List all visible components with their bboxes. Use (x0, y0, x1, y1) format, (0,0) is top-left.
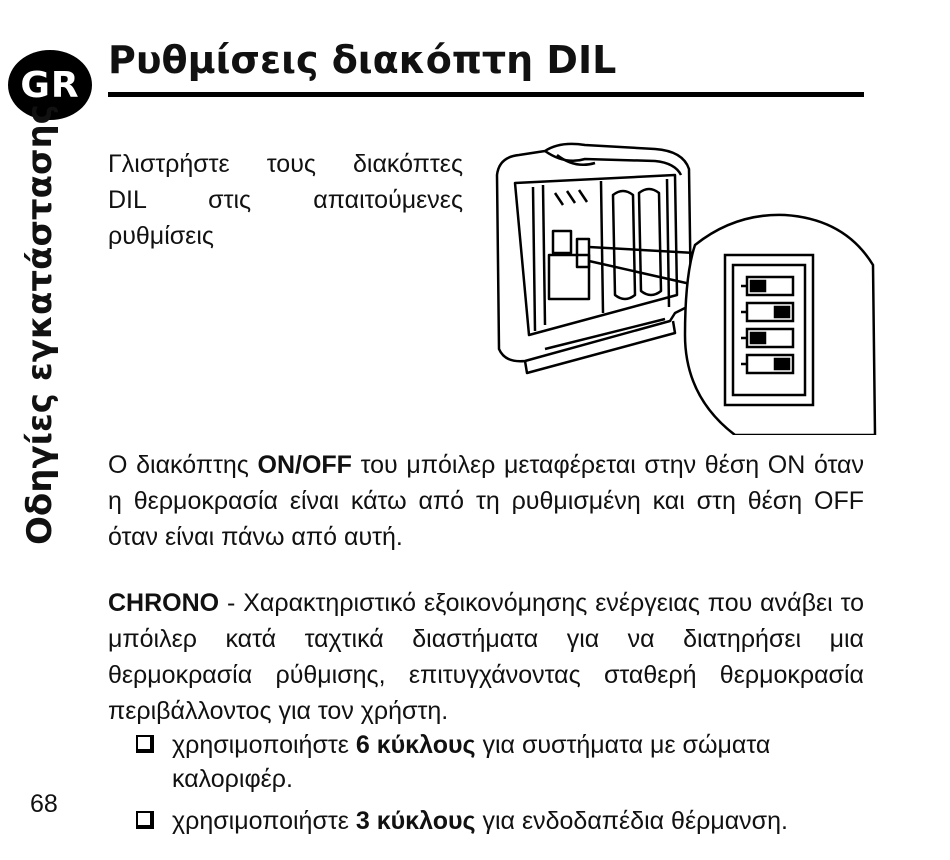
chrono-paragraph (108, 585, 864, 729)
list-item (136, 804, 876, 838)
bullet-text-end: για συστήματα με σώματα καλοριφέρ. (172, 731, 771, 793)
checkbox-bullet-icon (136, 811, 154, 829)
list-item (136, 728, 876, 796)
page-title: Ρυθμίσεις διακόπτη DIL (108, 38, 617, 82)
bullet-term: 6 κύκλους (355, 731, 476, 759)
onoff-term: ON/OFF (257, 451, 352, 479)
cycle-options-list (136, 728, 876, 846)
intro-line-1: Γλιστρήστε τους διακόπτες (108, 150, 463, 178)
bullet-text-start: χρησιμοποιήστε (172, 731, 356, 759)
chrono-description: - Χαρακτηριστικό εξοικονόμησης ενέργειας που ανάβει το μπόιλερ κατά ταχτικά διαστήματα για να διατηρήσει μια θερμοκρασία ρύθμισης, επιτυγχάνοντας σταθερή θερμοκρασία περιβάλλοντος για τον χρήστη. (108, 589, 864, 725)
intro-line-3: ρυθμίσεις (108, 222, 214, 250)
language-badge: GR (8, 50, 92, 120)
title-divider (108, 92, 864, 97)
onoff-paragraph (108, 447, 864, 555)
bullet-term: 3 κύκλους (355, 807, 476, 835)
onoff-text-start: Ο διακόπτης (108, 451, 258, 479)
checkbox-bullet-icon (136, 735, 154, 753)
bullet-text-end: για ενδοδαπέδια θέρμανση. (475, 807, 788, 835)
chrono-term: CHRONO (108, 589, 220, 617)
intro-line-2: DIL στις απαιτούμενες (108, 186, 463, 214)
intro-paragraph (108, 146, 463, 254)
page-number: 68 (30, 790, 58, 818)
bullet-text-start: χρησιμοποιήστε (172, 807, 356, 835)
onoff-text-end: του μπόιλερ μεταφέρεται στην θέση ON όταν η θερμοκρασία είναι κάτω από τη ρυθμισμένη και στη θέση OFF όταν είναι πάνω από αυτή. (108, 451, 864, 551)
dil-switch-illustration (485, 135, 880, 435)
section-side-label: Οδηγίες εγκατάστασης (20, 104, 60, 545)
